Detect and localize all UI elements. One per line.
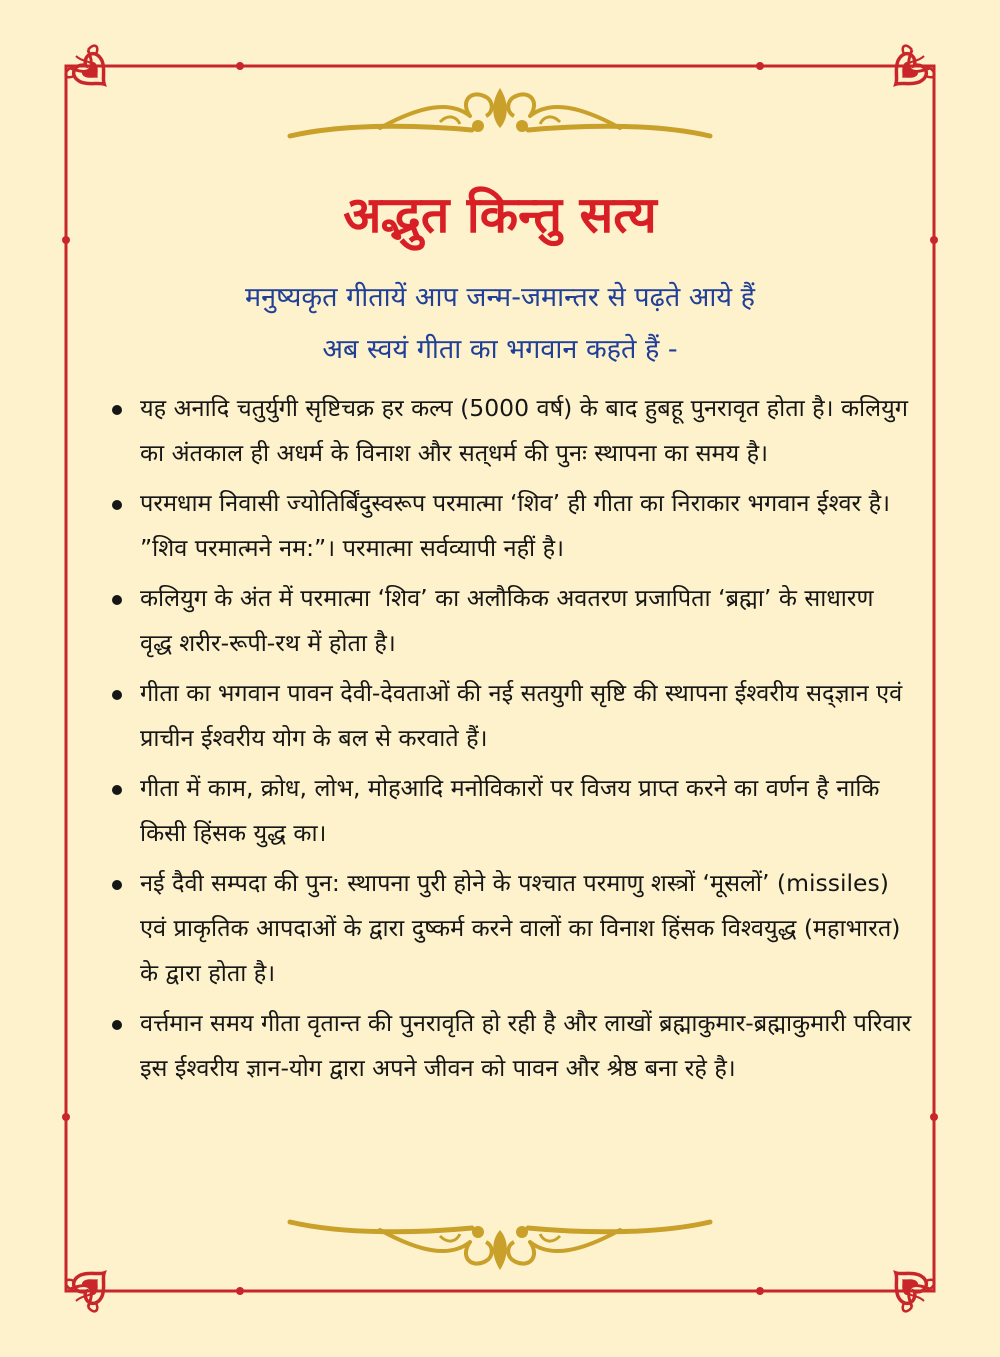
bullet-point-4: गीता का भगवान पावन देवी-देवताओं की नई सतयुगी सृष्टि की स्थापना ईश्वरीय सद्‌ज्ञान एवं प्राचीन ईश्वरीय योग के बल से करवाते हैं। [100, 671, 912, 761]
top-divider [290, 88, 710, 136]
bullet-point-6: नई दैवी सम्पदा की पुन: स्थापना पुरी होने के पश्चात परमाणु शस्त्रों ‘मूसलों’ (missiles) एवं प्राकृतिक आपदाओं के द्वारा दुष्कर्म करने वालों का विनाश हिंसक विश्वयुद्ध (महाभारत) के द्वारा होता है। [100, 861, 912, 996]
bullet-point-7: वर्त्तमान समय गीता वृतान्त की पुनरावृति हो रही है और लाखों ब्रह्माकुमार-ब्रह्माकुमारी परिवार इस ईश्वरीय ज्ञान-योग द्वारा अपने जीवन को पावन और श्रेष्ठ बना रहे है। [100, 1001, 912, 1091]
subtitle-line-1: मनुष्यकृत गीतायें आप जन्म-जमान्तर से पढ़ते आये हैं [245, 282, 755, 313]
bullet-point-2: परमधाम निवासी ज्योतिर्बिंदुस्वरूप परमात्मा ‘शिव’ ही गीता का निराकार भगवान ईश्वर है। ”शिव परमात्मने नम:”। परमात्मा सर्वव्यापी नहीं है। [100, 481, 912, 571]
bullet-point-5: गीता में काम, क्रोध, लोभ, मोहआदि मनोविकारों पर विजय प्राप्त करने का वर्णन है नाकि किसी हिंसक युद्ध का। [100, 766, 912, 856]
page-title: अद्भुत किन्तु सत्य [343, 186, 657, 244]
bullet-point-3: कलियुग के अंत में परमात्मा ‘शिव’ का अलौकिक अवतरण प्रजापिता ‘ब्रह्मा’ के साधारण वृद्ध शरीर-रूपी-रथ में होता है। [100, 576, 912, 666]
bottom-divider [290, 1222, 710, 1270]
bullet-point-1: यह अनादि चतुर्युगी सृष्टिचक्र हर कल्प (5000 वर्ष) के बाद हुबहू पुनरावृत होता है। कलियुग का अंतकाल ही अधर्म के विनाश और सत्‌धर्म की पुनः स्थापना का समय है। [100, 386, 912, 476]
subtitle-line-2: अब स्वयं गीता का भगवान कहते हैं - [322, 334, 678, 365]
bullet-list [100, 386, 912, 1096]
